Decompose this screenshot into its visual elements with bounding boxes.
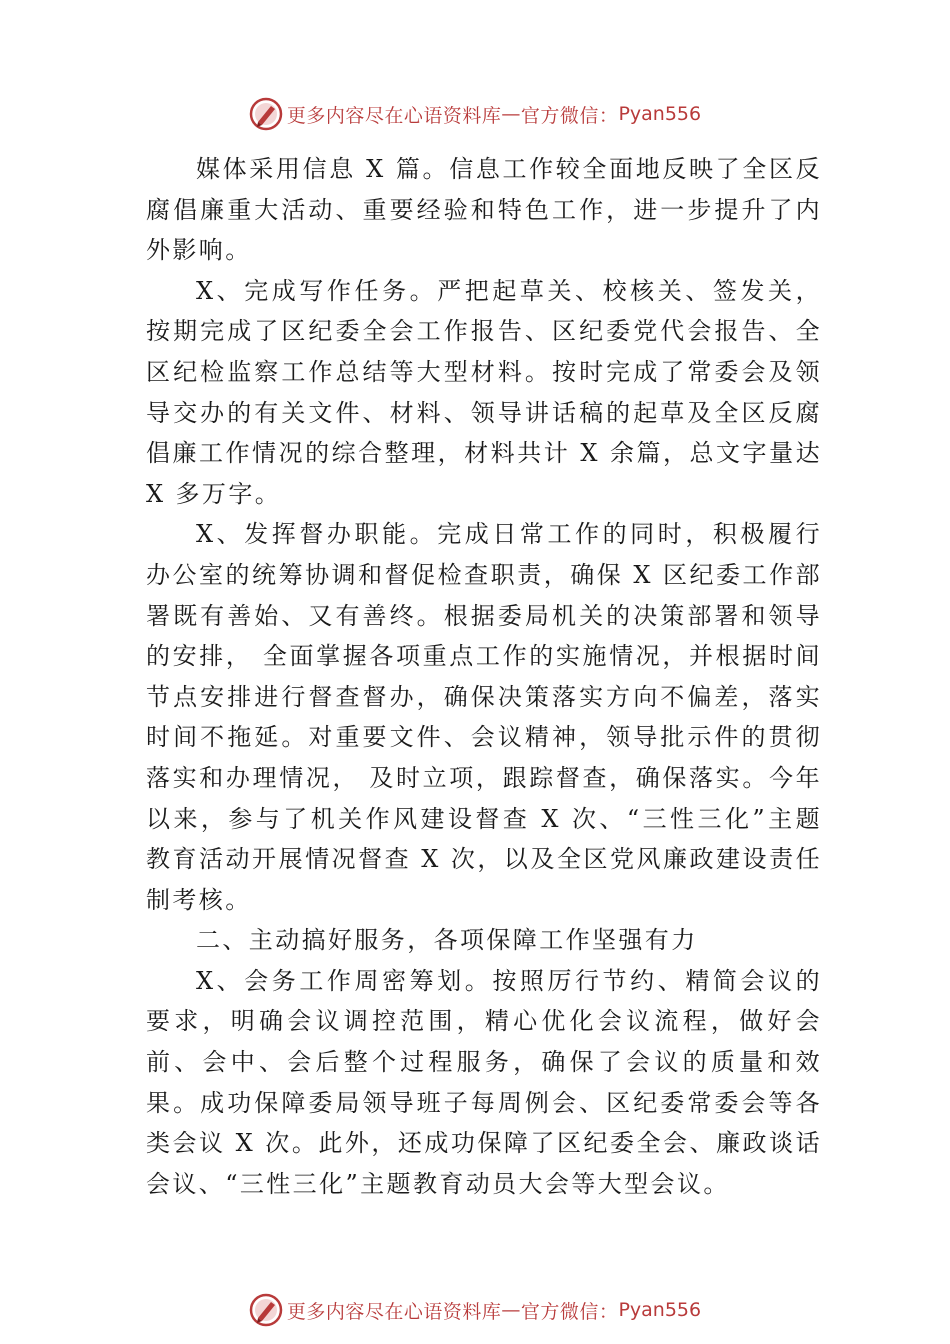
footer-watermark [0,1290,950,1330]
pen-seal-logo-icon [249,97,283,131]
paragraph-writing-tasks: X、完成写作任务。严把起草关、校核关、签发关，按期完成了区纪委全会工作报告、区纪委党代会报告、全区纪检监察工作总结等大型材料。按时完成了常委会及领导交办的有关文件、材料、领导讲话稿的起草及全区反腐倡廉工作情况的综合整理，材料共计 X 余篇，总文字量达 X 多万字。 [146,276,822,508]
watermark-wechat-label: 官方微信： [520,1300,619,1323]
watermark-separator: — [501,1299,521,1321]
watermark-wechat-id: Pyan556 [618,103,702,125]
document-body [146,149,822,1204]
watermark-separator: — [501,103,521,125]
section-heading-service: 二、主动搞好服务，各项保障工作坚强有力 [196,926,698,955]
watermark-wechat-id: Pyan556 [618,1299,702,1321]
watermark-site-text: 更多内容尽在心语资料库 [286,104,502,127]
watermark-site-text: 更多内容尽在心语资料库 [286,1300,502,1323]
watermark-wechat-label: 官方微信： [520,104,619,127]
paragraph-meeting-affairs: X、会务工作周密筹划。按照厉行节约、精简会议的要求，明确会议调控范围，精心优化会议流程，做好会前、会中、会后整个过程服务，确保了会议的质量和效果。成功保障委局领导班子每周例会、区纪委常委会等各类会议 X 次。此外，还成功保障了区纪委全会、廉政谈话会议、“三性三化”主题教育动员大会等大型会议。 [146,966,822,1198]
pen-seal-logo-icon [249,1293,283,1327]
paragraph-media-info: 媒体采用信息 X 篇。信息工作较全面地反映了全区反腐倡廉重大活动、重要经验和特色工作，进一步提升了内外影响。 [146,155,822,265]
header-watermark [0,94,950,134]
paragraph-supervision: X、发挥督办职能。完成日常工作的同时，积极履行办公室的统筹协调和督促检查职责，确保 X 区纪委工作部署既有善始、又有善终。根据委局机关的决策部署和领导的安排， 全面掌握各项重点工作的实施情况，并根据时间节点安排进行督查督办，确保决策落实方向不偏差，落实时间不拖延。对重要文件、会议精神，领导批示件的贯彻落实和办理情况， 及时立项，跟踪督查，确保落实。今年以来，参与了机关作风建设督查 X 次、“三性三化”主题教育活动开展情况督查 X 次，以及全区党风廉政建设责任制考核。 [146,520,822,914]
